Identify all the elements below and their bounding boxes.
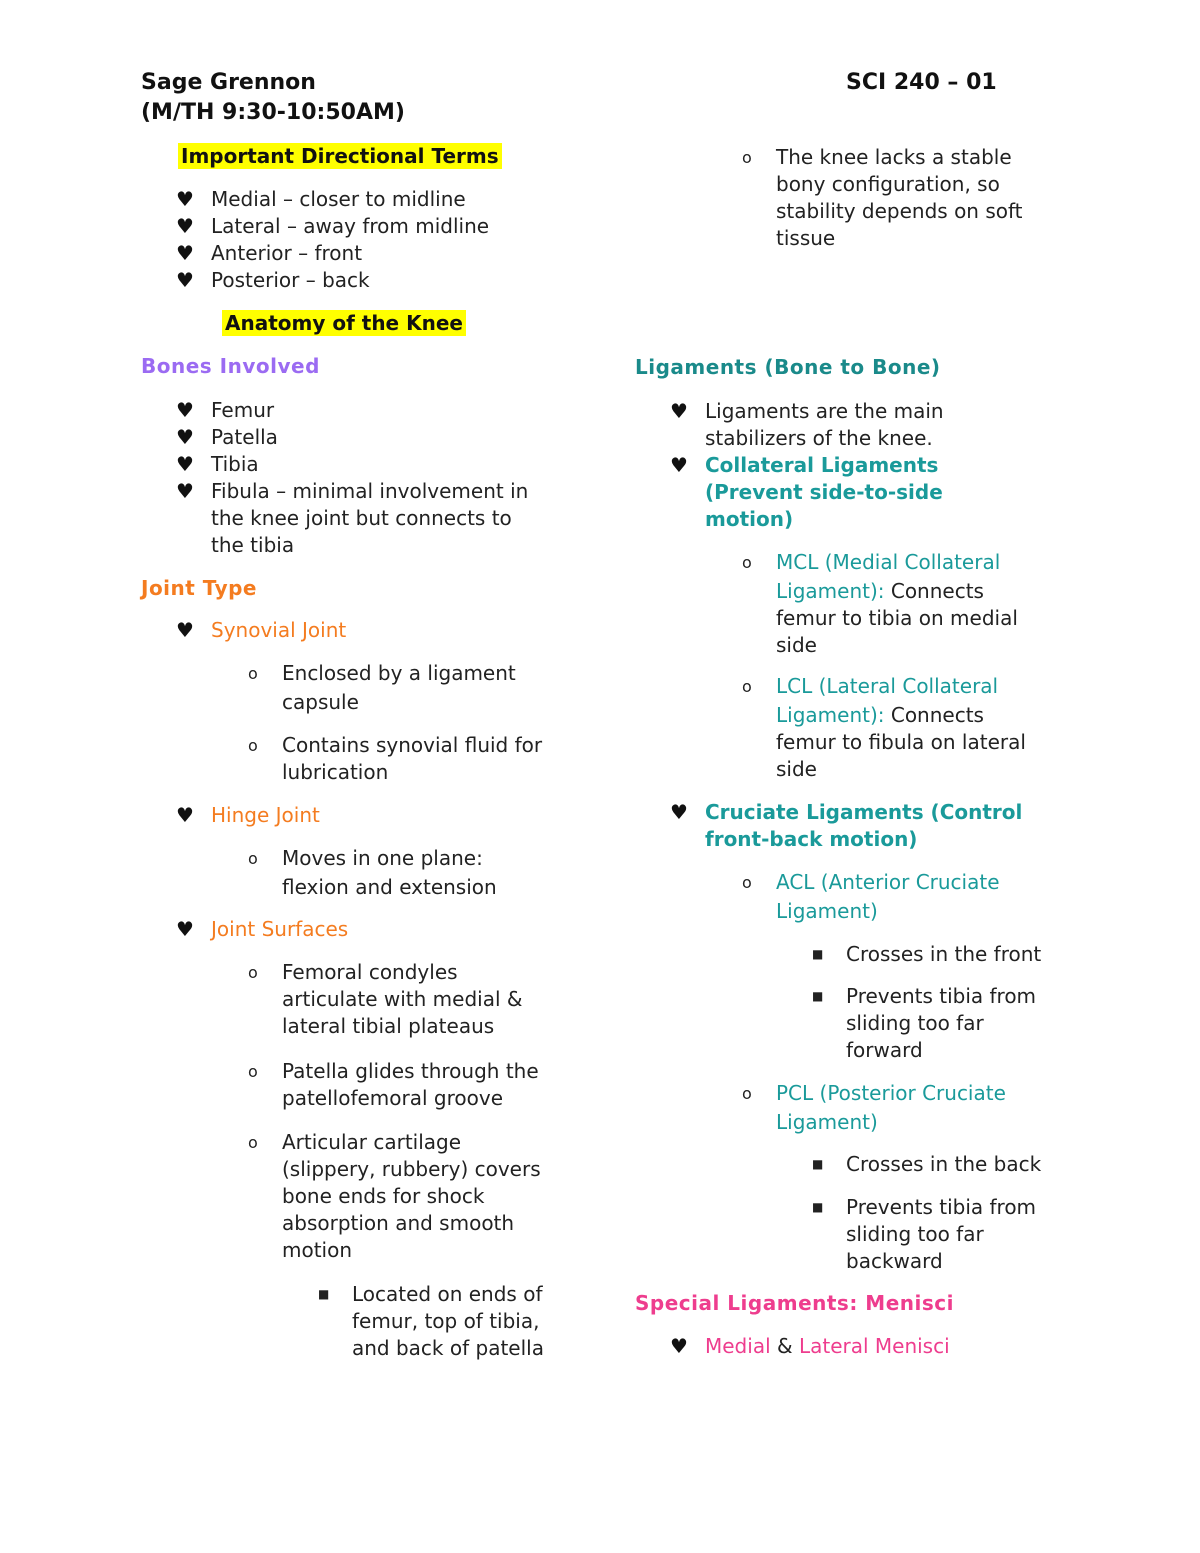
ligaments-heading: Ligaments (Bone to Bone) — [635, 355, 941, 379]
list-item: ■ Crosses in the front — [812, 942, 1042, 966]
circle-bullet-icon: o — [742, 148, 752, 167]
list-item: ♥ Posterior – back — [176, 268, 370, 292]
synovial-joint-item: ♥ Synovial Joint — [176, 618, 347, 642]
list-item: ♥ Anterior – front — [176, 241, 363, 265]
circle-bullet-icon: o — [248, 1062, 258, 1081]
collateral-ligaments-item: ♥ Collateral Ligaments (Prevent side-to-side motion) — [670, 453, 943, 531]
joint-type-heading: Joint Type — [141, 576, 257, 600]
cruciate-ligaments-item: ♥ Cruciate Ligaments (Control front-back motion) — [670, 800, 1023, 851]
lcl-item: o LCL (Lateral Collateral Ligament): Connects femur to fibula on lateral side — [742, 674, 1026, 781]
square-bullet-icon: ■ — [812, 1157, 824, 1171]
joint-surfaces-item: ♥ Joint Surfaces — [176, 917, 349, 941]
class-schedule: (M/TH 9:30-10:50AM) — [141, 100, 405, 125]
heart-bullet-icon: ♥ — [670, 453, 688, 477]
list-item: ♥ Tibia — [176, 452, 259, 476]
heart-bullet-icon: ♥ — [670, 800, 688, 824]
list-item: o Articular cartilage (slippery, rubbery) covers bone ends for shock absorption and smooth motion — [248, 1130, 541, 1262]
menisci-item: ♥ Medial & Lateral Menisci — [670, 1334, 950, 1358]
square-bullet-icon: ■ — [812, 989, 824, 1003]
bones-list — [176, 397, 528, 559]
anatomy-title: Anatomy of the Knee — [222, 311, 466, 335]
list-item: ■ Crosses in the back — [812, 1152, 1042, 1176]
list-item: ♥ Ligaments are the main stabilizers of the knee. — [670, 399, 944, 450]
directional-terms-list — [176, 186, 489, 294]
square-bullet-icon: ■ — [318, 1287, 330, 1301]
circle-bullet-icon: o — [742, 677, 752, 696]
list-item: ♥ Patella — [176, 425, 278, 449]
list-item: o Contains synovial fluid for lubrication — [248, 733, 543, 784]
heart-bullet-icon: ♥ — [176, 425, 194, 449]
list-item: ■ Prevents tibia from sliding too far backward — [812, 1195, 1037, 1273]
list-item: ♥ Femur — [176, 398, 275, 422]
author-name: Sage Grennon — [141, 70, 316, 95]
list-item: ♥ Medial – closer to midline — [176, 187, 466, 211]
circle-bullet-icon: o — [248, 664, 258, 683]
list-item: o Enclosed by a ligament capsule — [248, 661, 516, 714]
list-item: o The knee lacks a stable bony configuration, so stability depends on soft tissue — [742, 145, 1023, 250]
directional-terms-title: Important Directional Terms — [178, 144, 502, 168]
heart-bullet-icon: ♥ — [176, 398, 194, 422]
circle-bullet-icon: o — [742, 553, 752, 572]
list-item: o Patella glides through the patellofemoral groove — [248, 1059, 539, 1110]
list-item: o Femoral condyles articulate with medial & lateral tibial plateaus — [248, 960, 523, 1038]
special-ligaments-heading: Special Ligaments: Menisci — [635, 1291, 954, 1315]
circle-bullet-icon: o — [742, 873, 752, 892]
heart-bullet-icon: ♥ — [176, 618, 194, 642]
heart-bullet-icon: ♥ — [176, 917, 194, 941]
acl-item: o ACL (Anterior Cruciate Ligament) — [742, 870, 1000, 923]
heart-bullet-icon: ♥ — [176, 187, 194, 211]
heart-bullet-icon: ♥ — [670, 1334, 688, 1358]
heart-bullet-icon: ♥ — [176, 803, 194, 827]
circle-bullet-icon: o — [742, 1084, 752, 1103]
hinge-joint-item: ♥ Hinge Joint — [176, 803, 320, 827]
course-code: SCI 240 – 01 — [846, 70, 997, 95]
list-item: ■ Prevents tibia from sliding too far forward — [812, 984, 1037, 1062]
heart-bullet-icon: ♥ — [176, 241, 194, 265]
mcl-item: o MCL (Medial Collateral Ligament): Connects femur to tibia on medial side — [742, 550, 1018, 657]
circle-bullet-icon: o — [248, 736, 258, 755]
circle-bullet-icon: o — [248, 849, 258, 868]
list-item: o Moves in one plane: flexion and extension — [248, 846, 497, 899]
bones-heading: Bones Involved — [141, 354, 320, 378]
pcl-item: o PCL (Posterior Cruciate Ligament) — [742, 1081, 1006, 1134]
circle-bullet-icon: o — [248, 1133, 258, 1152]
square-bullet-icon: ■ — [812, 947, 824, 961]
list-item: ♥ Fibula – minimal involvement in the knee joint but connects to the tibia — [176, 479, 529, 557]
circle-bullet-icon: o — [248, 963, 258, 982]
heart-bullet-icon: ♥ — [176, 214, 194, 238]
heart-bullet-icon: ♥ — [176, 479, 194, 503]
square-bullet-icon: ■ — [812, 1200, 824, 1214]
heart-bullet-icon: ♥ — [176, 268, 194, 292]
heart-bullet-icon: ♥ — [176, 452, 194, 476]
list-item: ■ Located on ends of femur, top of tibia, and back of patella — [318, 1282, 544, 1360]
heart-bullet-icon: ♥ — [670, 399, 688, 423]
list-item: ♥ Lateral – away from midline — [176, 214, 490, 238]
